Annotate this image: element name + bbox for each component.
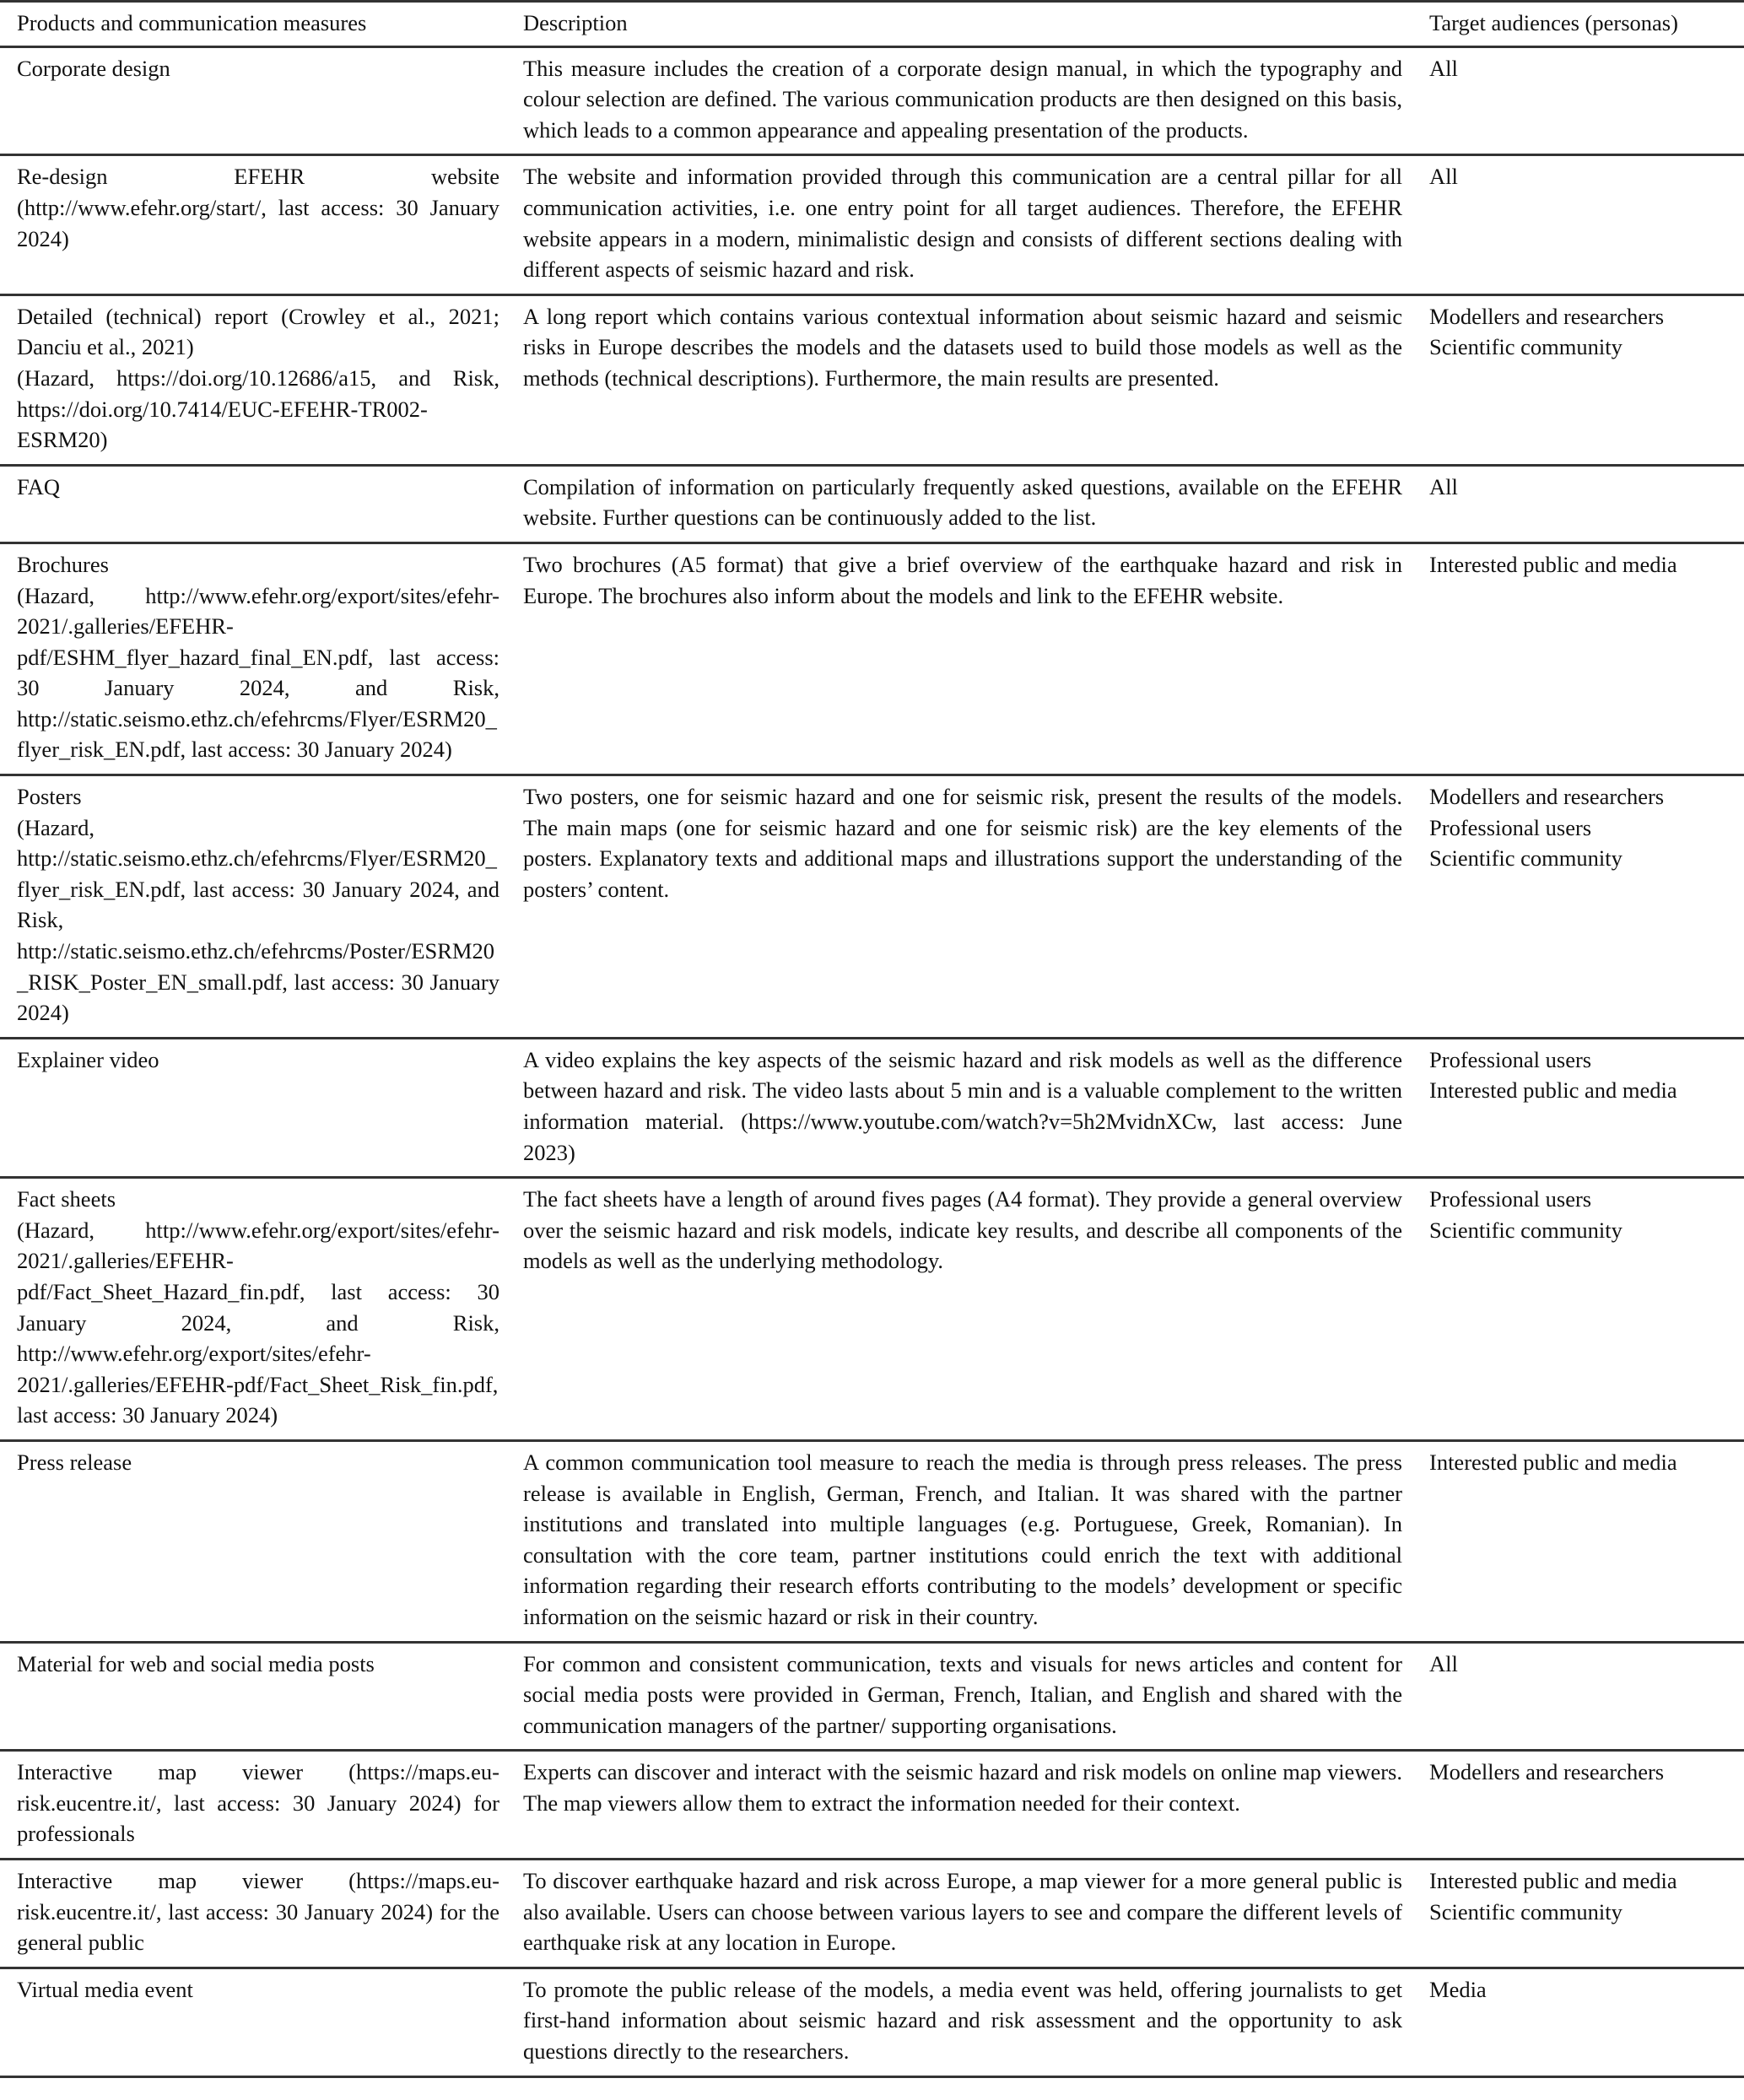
product-cell bbox=[0, 775, 515, 1039]
product-cell bbox=[0, 1038, 515, 1177]
product-cell bbox=[0, 1968, 515, 2076]
audiences-cell bbox=[1428, 1440, 1744, 1642]
product-name: Fact sheets bbox=[17, 1186, 116, 1212]
table-row bbox=[0, 1968, 1744, 2076]
description-text: Two posters, one for seismic hazard and one for seismic risk, present the results of the models. The main maps (one for seismic hazard and one for seismic risk) are the key elements of the posters. Explanatory texts and additional maps and illustrations support the understanding of the posters’ content. bbox=[523, 784, 1402, 902]
audience-item: All bbox=[1429, 1650, 1458, 1676]
description-cell bbox=[515, 1968, 1428, 2076]
product-name: Brochures bbox=[17, 551, 109, 577]
table-row bbox=[0, 1860, 1744, 1968]
description-text: Compilation of information on particularly frequently asked questions, available on the EFEHR website. Further questions can be continuously added to the list. bbox=[523, 473, 1402, 531]
audience-item: Interested public and media bbox=[1429, 1077, 1677, 1104]
description-text: This measure includes the creation of a corporate design manual, in which the typography and colour selection are defined. The various communication products are then designed on this basis, which leads to a common appearance and appealing presentation of the products. bbox=[523, 55, 1402, 143]
description-text: To discover earthquake hazard and risk across Europe, a map viewer for a more general public is also available. Users can choose between various layers to see and compare the different levels of earthquake risk at any location in Europe. bbox=[523, 1868, 1402, 1956]
product-name: FAQ bbox=[17, 473, 61, 499]
product-cell bbox=[0, 543, 515, 775]
description-text: For common and consistent communication, texts and visuals for news articles and content for social media posts were provided in German, French, Italian, and English and shared with the communication managers of the partner/ supporting organisations. bbox=[523, 1650, 1402, 1738]
product-name: Virtual media event bbox=[17, 1976, 193, 2002]
audience-item: Modellers and researchers bbox=[1429, 303, 1665, 329]
audience-item: Scientific community bbox=[1429, 845, 1623, 872]
product-name: Interactive map viewer (https://maps.eu-risk.eucentre.it/, last access: 30 January 2024) for professionals bbox=[17, 1759, 499, 1847]
audience-item: Professional users bbox=[1429, 1186, 1592, 1212]
audiences-cell bbox=[1428, 46, 1744, 155]
product-cell bbox=[0, 1178, 515, 1441]
product-name: Corporate design bbox=[17, 55, 170, 81]
header-audiences: Target audiences (personas) bbox=[1429, 10, 1678, 35]
description-text: Two brochures (A5 format) that give a brief overview of the earthquake hazard and risk in Europe. The brochures also inform about the models and link to the EFEHR website. bbox=[523, 551, 1402, 608]
description-cell bbox=[515, 155, 1428, 294]
audience-item: Interested public and media bbox=[1429, 1449, 1677, 1475]
product-name: Material for web and social media posts bbox=[17, 1650, 375, 1676]
description-text: The website and information provided through this communication are a central pillar for all communication activities, i.e. one entry point for all target audiences. Therefore, the EFEHR website appears in a modern, minimalistic design and consists of different sections dealing with different aspects of seismic hazard and risk. bbox=[523, 164, 1402, 283]
product-cell bbox=[0, 1440, 515, 1642]
description-text: The fact sheets have a length of around fives pages (A4 format). They provide a general overview over the seismic hazard and risk models, indicate key results, and describe all components of the models as well as the underlying methodology. bbox=[523, 1186, 1402, 1274]
table-row bbox=[0, 1642, 1744, 1751]
audience-item: Scientific community bbox=[1429, 334, 1623, 360]
description-text: A video explains the key aspects of the seismic hazard and risk models as well as the difference between hazard and risk. The video lasts about 5 min and is a valuable complement to the written information material. (https://www.youtube.com/watch?v=5h2MvidnXCw, last access: June 2023) bbox=[523, 1046, 1402, 1165]
product-name: Posters bbox=[17, 784, 82, 810]
table-row bbox=[0, 543, 1744, 775]
audience-item: Modellers and researchers bbox=[1429, 784, 1665, 810]
description-text: To promote the public release of the models, a media event was held, offering journalists to get first-hand information about seismic hazard and risk assessment and the opportunity to ask questions directly to the researchers. bbox=[523, 1976, 1402, 2065]
description-cell bbox=[515, 1440, 1428, 1642]
table-row bbox=[0, 1178, 1744, 1441]
description-cell bbox=[515, 775, 1428, 1039]
description-text: Experts can discover and interact with the seismic hazard and risk models on online map viewers. The map viewers allow them to extract the information needed for their context. bbox=[523, 1759, 1402, 1816]
audience-item: Interested public and media bbox=[1429, 1868, 1677, 1894]
audiences-cell bbox=[1428, 1178, 1744, 1441]
product-name: Interactive map viewer (https://maps.eu-risk.eucentre.it/, last access: 30 January 2024) for the general public bbox=[17, 1868, 499, 1956]
product-cell bbox=[0, 1751, 515, 1860]
product-cell bbox=[0, 465, 515, 543]
audiences-cell bbox=[1428, 775, 1744, 1039]
product-name: Press release bbox=[17, 1449, 132, 1475]
description-text: A long report which contains various contextual information about seismic hazard and seismic risks in Europe describes the models and the datasets used to build those models as well as the methods (technical descriptions). Furthermore, the main results are presented. bbox=[523, 303, 1402, 391]
description-cell bbox=[515, 1178, 1428, 1441]
description-text: A common communication tool measure to reach the media is through press releases. The press release is available in English, German, French, and Italian. It was shared with the partner institutions and translated into multiple languages (e.g. Portuguese, Greek, Romanian). In consultation with the core team, partner institutions could enrich the text with additional information regarding their research efforts contributing to the models’ development or specific information on the seismic hazard or risk in their country. bbox=[523, 1449, 1402, 1629]
audience-item: All bbox=[1429, 164, 1458, 190]
table-row bbox=[0, 775, 1744, 1039]
audience-item: Media bbox=[1429, 1976, 1487, 2002]
audience-item: All bbox=[1429, 473, 1458, 499]
audience-item: Scientific community bbox=[1429, 1898, 1623, 1925]
description-cell bbox=[515, 46, 1428, 155]
description-cell bbox=[515, 294, 1428, 465]
table-header bbox=[0, 2, 1744, 47]
audience-item: Modellers and researchers bbox=[1429, 1759, 1665, 1785]
audience-item: Professional users bbox=[1429, 814, 1592, 840]
table-row bbox=[0, 294, 1744, 465]
audiences-cell bbox=[1428, 1860, 1744, 1968]
product-cell bbox=[0, 294, 515, 465]
product-name: Re-design EFEHR website (http://www.efehr.org/start/, last access: 30 January 2024) bbox=[17, 164, 499, 251]
audiences-cell bbox=[1428, 155, 1744, 294]
header-products: Products and communication measures bbox=[17, 10, 367, 35]
audiences-cell bbox=[1428, 1968, 1744, 2076]
description-cell bbox=[515, 1860, 1428, 1968]
product-name: Detailed (technical) report (Crowley et al., 2021; Danciu et al., 2021) bbox=[17, 303, 499, 360]
header-row bbox=[0, 2, 1744, 47]
audience-item: Professional users bbox=[1429, 1046, 1592, 1072]
audience-item: Scientific community bbox=[1429, 1217, 1623, 1243]
audience-item: All bbox=[1429, 55, 1458, 81]
table-row bbox=[0, 465, 1744, 543]
table-row bbox=[0, 1440, 1744, 1642]
audiences-cell bbox=[1428, 294, 1744, 465]
table-row bbox=[0, 155, 1744, 294]
product-cell bbox=[0, 46, 515, 155]
product-reference: (Hazard, http://www.efehr.org/export/sites/efehr-2021/.galleries/EFEHR-pdf/Fact_Sheet_Hazard_fin.pdf, last access: 30 January 2024, and Risk, http://www.efehr.org/export/sites/efehr-2021/.galleries/EFEHR-pdf/Fact_Sheet_Risk_fin.pdf, last access: 30 January 2024) bbox=[17, 1217, 499, 1428]
audiences-cell bbox=[1428, 1642, 1744, 1751]
header-description: Description bbox=[523, 10, 628, 35]
audiences-cell bbox=[1428, 543, 1744, 775]
product-reference: (Hazard, http://www.efehr.org/export/sites/efehr-2021/.galleries/EFEHR-pdf/ESHM_flyer_hazard_final_EN.pdf, last access: 30 January 2024, and Risk, http://static.seismo.ethz.ch/efehrcms/Flyer/ESRM20_flyer_risk_EN.pdf, last access: 30 January 2024) bbox=[17, 582, 499, 763]
product-cell bbox=[0, 155, 515, 294]
product-cell bbox=[0, 1642, 515, 1751]
audiences-cell bbox=[1428, 465, 1744, 543]
description-cell bbox=[515, 1038, 1428, 1177]
product-reference: (Hazard, http://static.seismo.ethz.ch/efehrcms/Flyer/ESRM20_flyer_risk_EN.pdf, last access: 30 January 2024, and Risk, http://static.seismo.ethz.ch/efehrcms/Poster/ESRM20_RISK_Poster_EN_small.pdf, last access: 30 January 2024) bbox=[17, 814, 499, 1026]
audiences-cell bbox=[1428, 1038, 1744, 1177]
table-row bbox=[0, 1038, 1744, 1177]
description-cell bbox=[515, 543, 1428, 775]
description-cell bbox=[515, 1751, 1428, 1860]
product-cell bbox=[0, 1860, 515, 1968]
audience-item: Interested public and media bbox=[1429, 551, 1677, 577]
table-body bbox=[0, 46, 1744, 2076]
product-name: Explainer video bbox=[17, 1046, 159, 1072]
description-cell bbox=[515, 1642, 1428, 1751]
table-row bbox=[0, 1751, 1744, 1860]
product-reference: (Hazard, https://doi.org/10.12686/a15, and Risk, https://doi.org/10.7414/EUC-EFEHR-TR002-ESRM20) bbox=[17, 364, 499, 453]
table-row bbox=[0, 46, 1744, 155]
description-cell bbox=[515, 465, 1428, 543]
audiences-cell bbox=[1428, 1751, 1744, 1860]
